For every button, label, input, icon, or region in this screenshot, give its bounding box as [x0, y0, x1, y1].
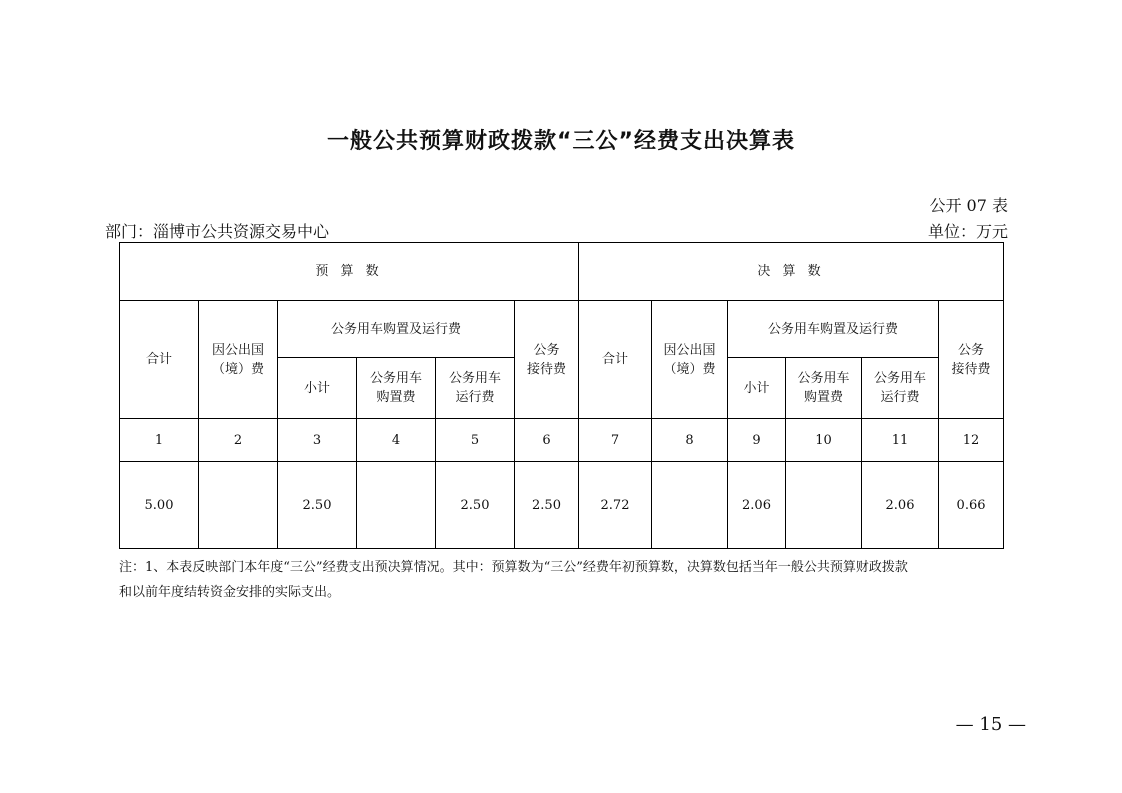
index-cell: 4: [357, 419, 436, 462]
final-vehicle-subtotal-value: 2.06: [728, 462, 786, 549]
three-public-expenses-table: [119, 242, 1004, 549]
index-cell: 9: [728, 419, 786, 462]
index-cell: 2: [199, 419, 278, 462]
final-abroad-value: [652, 462, 728, 549]
department-label: 部门：淄博市公共资源交易中心: [105, 222, 330, 241]
budget-vehicle-header: 公务用车购置及运行费: [278, 301, 515, 358]
final-total-header: 合计: [579, 301, 652, 419]
index-cell: 7: [579, 419, 652, 462]
budget-reception-header: 公务 接待费: [515, 301, 579, 419]
budget-total-value: 5.00: [120, 462, 199, 549]
index-cell: 3: [278, 419, 357, 462]
index-cell: 11: [862, 419, 939, 462]
index-cell: 12: [939, 419, 1004, 462]
footnote-line-1: 注：1、本表反映部门本年度“三公”经费支出预决算情况。其中：预算数为“三公”经费年初预算数，决算数包括当年一般公共预算财政拨款: [119, 560, 908, 575]
final-group-header: 决 算 数: [579, 243, 1004, 301]
budget-vehicle-purchase-header: 公务用车 购置费: [357, 358, 436, 419]
final-vehicle-operation-header: 公务用车 运行费: [862, 358, 939, 419]
final-abroad-header: 因公出国 （境）费: [652, 301, 728, 419]
category-header-row: [120, 301, 1004, 358]
budget-vehicle-operation-header: 公务用车 运行费: [436, 358, 515, 419]
budget-vehicle-operation-value: 2.50: [436, 462, 515, 549]
index-cell: 10: [786, 419, 862, 462]
final-total-value: 2.72: [579, 462, 652, 549]
index-cell: 8: [652, 419, 728, 462]
budget-reception-value: 2.50: [515, 462, 579, 549]
final-vehicle-purchase-value: [786, 462, 862, 549]
index-cell: 1: [120, 419, 199, 462]
page-title: 一般公共预算财政拨款“三公”经费支出决算表: [327, 129, 795, 154]
form-number: 公开 07 表: [929, 196, 1008, 215]
budget-subtotal-header: 小计: [278, 358, 357, 419]
budget-vehicle-purchase-value: [357, 462, 436, 549]
budget-total-header: 合计: [120, 301, 199, 419]
value-row: [120, 462, 1004, 549]
budget-abroad-header: 因公出国 （境）费: [199, 301, 278, 419]
budget-abroad-value: [199, 462, 278, 549]
final-vehicle-header: 公务用车购置及运行费: [728, 301, 939, 358]
page-number: — 15 —: [955, 714, 1026, 735]
budget-group-header: 预 算 数: [120, 243, 579, 301]
footnote-line-2: 和以前年度结转资金安排的实际支出。: [119, 585, 341, 600]
final-vehicle-operation-value: 2.06: [862, 462, 939, 549]
budget-vehicle-subtotal-value: 2.50: [278, 462, 357, 549]
footnote: [119, 555, 1009, 605]
index-cell: 6: [515, 419, 579, 462]
final-reception-value: 0.66: [939, 462, 1004, 549]
unit-label: 单位：万元: [927, 222, 1008, 241]
index-cell: 5: [436, 419, 515, 462]
index-row: [120, 419, 1004, 462]
final-subtotal-header: 小计: [728, 358, 786, 419]
group-header-row: [120, 243, 1004, 301]
final-vehicle-purchase-header: 公务用车 购置费: [786, 358, 862, 419]
final-reception-header: 公务 接待费: [939, 301, 1004, 419]
